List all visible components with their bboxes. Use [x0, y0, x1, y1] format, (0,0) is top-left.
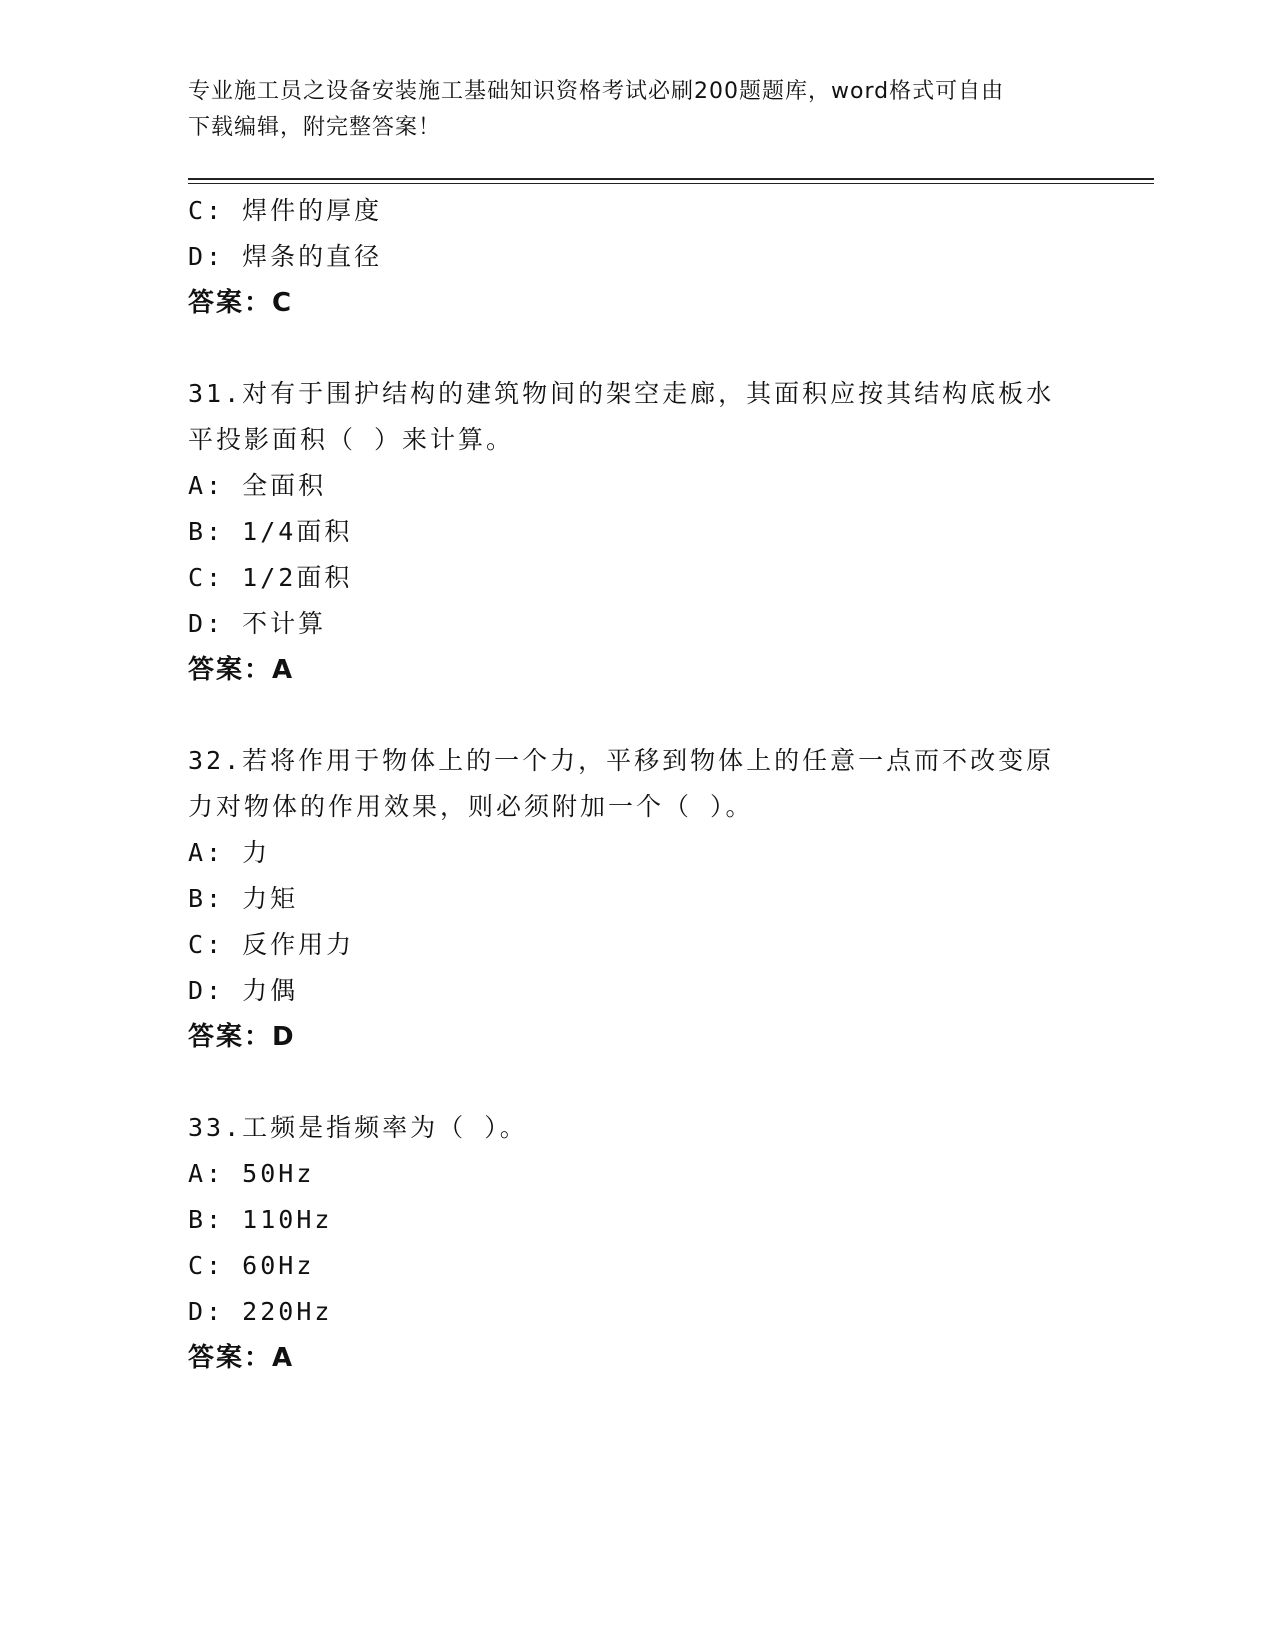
- option-b: [188, 509, 1088, 555]
- option-label: C:: [188, 563, 225, 592]
- option-text: 1/4面积: [242, 517, 353, 546]
- option-text: 110Hz: [242, 1205, 333, 1234]
- header-line-2: 下载编辑，附完整答案！: [188, 115, 442, 140]
- option-a: [188, 1151, 1088, 1197]
- option-d: [188, 1289, 1088, 1335]
- option-a: [188, 830, 1088, 876]
- question-stem: 32.若将作用于物体上的一个力，平移到物体上的任意一点而不改变原: [188, 746, 1055, 775]
- option-d: [188, 234, 1088, 280]
- question-31: [188, 371, 1088, 693]
- question-33: [188, 1105, 1088, 1381]
- option-text: 力: [242, 838, 271, 867]
- option-text: 全面积: [242, 471, 327, 500]
- answer-line: 答案：D: [188, 1022, 296, 1052]
- option-d: [188, 968, 1088, 1014]
- answer-line: 答案：C: [188, 288, 294, 318]
- option-c: [188, 922, 1088, 968]
- option-text: 不计算: [242, 609, 327, 638]
- option-label: A:: [188, 838, 225, 867]
- option-d: [188, 601, 1088, 647]
- question-stem: 31.对有于围护结构的建筑物间的架空走廊，其面积应按其结构底板水: [188, 379, 1055, 408]
- option-text: 220Hz: [242, 1297, 333, 1326]
- answer-line: 答案：A: [188, 1343, 295, 1373]
- option-text: 焊条的直径: [242, 242, 383, 271]
- option-text: 力矩: [242, 884, 299, 913]
- question-stem-continued: 力对物体的作用效果，则必须附加一个（ ）。: [188, 792, 754, 821]
- option-label: B:: [188, 884, 225, 913]
- option-a: [188, 463, 1088, 509]
- option-text: 60Hz: [242, 1251, 315, 1280]
- option-label: D:: [188, 242, 225, 271]
- option-c: [188, 1243, 1088, 1289]
- option-label: C:: [188, 930, 225, 959]
- option-text: 1/2面积: [242, 563, 353, 592]
- question-32: [188, 738, 1088, 1060]
- option-c: [188, 188, 1088, 234]
- option-b: [188, 876, 1088, 922]
- header-line-1: 专业施工员之设备安装施工基础知识资格考试必刷200题题库，word格式可自由: [188, 79, 1005, 104]
- option-label: B:: [188, 1205, 225, 1234]
- question-stem-continued: 平投影面积（ ）来计算。: [188, 425, 515, 454]
- option-text: 反作用力: [242, 930, 355, 959]
- option-label: C:: [188, 1251, 225, 1280]
- option-label: D:: [188, 976, 225, 1005]
- option-label: D:: [188, 609, 225, 638]
- document-header: [188, 74, 1068, 146]
- header-rule-thick: [188, 178, 1154, 180]
- option-label: D:: [188, 1297, 225, 1326]
- option-text: 力偶: [242, 976, 299, 1005]
- question-list: [188, 188, 1088, 1381]
- option-text: 焊件的厚度: [242, 196, 383, 225]
- option-label: B:: [188, 517, 225, 546]
- question-stem: 33.工频是指频率为（ ）。: [188, 1113, 528, 1142]
- option-label: A:: [188, 471, 225, 500]
- option-text: 50Hz: [242, 1159, 315, 1188]
- option-label: A:: [188, 1159, 225, 1188]
- option-label: C:: [188, 196, 225, 225]
- question-30-tail: [188, 188, 1088, 326]
- header-rule-thin: [188, 183, 1154, 184]
- option-b: [188, 1197, 1088, 1243]
- option-c: [188, 555, 1088, 601]
- answer-line: 答案：A: [188, 655, 295, 685]
